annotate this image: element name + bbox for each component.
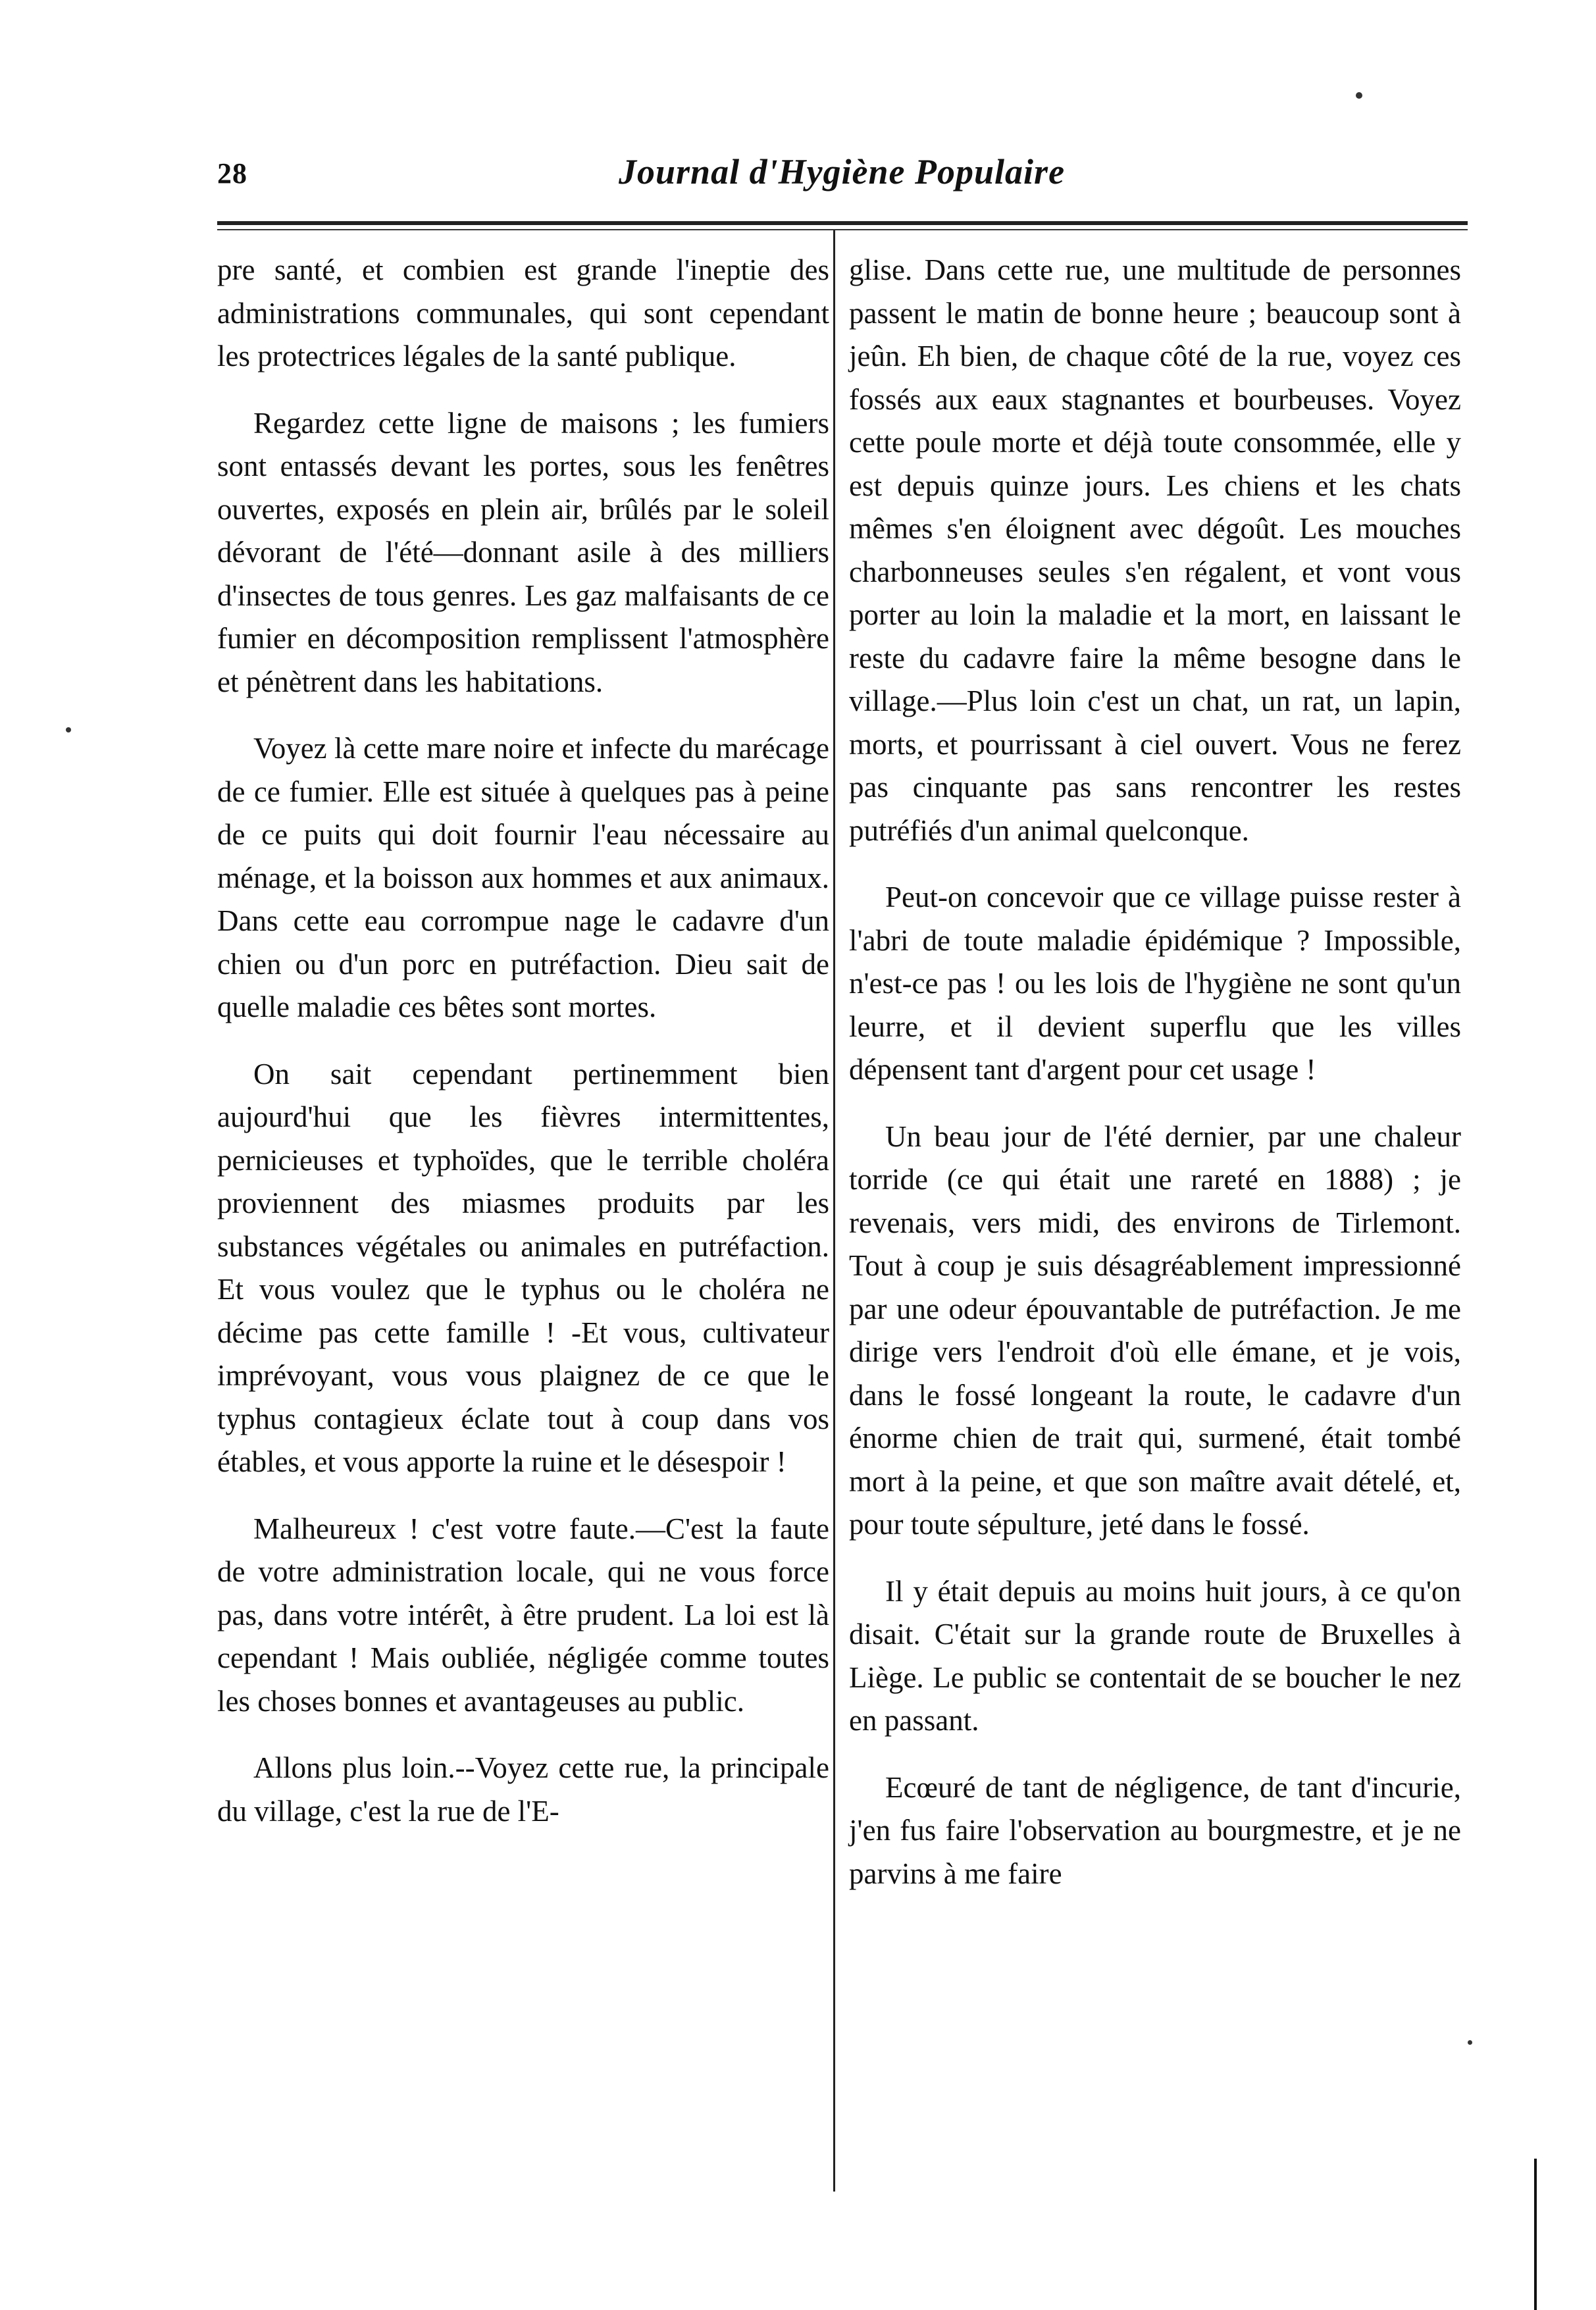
right-column — [849, 249, 1461, 1919]
scan-speck — [66, 727, 71, 732]
journal-title: Journal d'Hygiène Populaire — [619, 152, 1066, 192]
left-paragraph-3: Voyez là cette mare noire et infecte du marécage de ce fumier. Elle est située à quelques pas à peine de ce puits qui doit fournir l'eau nécessaire au ménage, et la boisson aux hommes et aux animaux. Dans cette eau corrompue nage le cadavre d'un chien ou d'un porc en putréfaction. Dieu sait de quelle maladie ces bêtes sont mortes. — [217, 732, 829, 1023]
page-header — [217, 145, 1468, 204]
right-paragraph-2: Peut-on concevoir que ce village puisse rester à l'abri de toute maladie épidémique ? Impossible, n'est-ce pas ! ou les lois de l'hygiène ne sont qu'un leurre, et il devient superflu que les villes dépensent tant d'argent pour cet usage ! — [849, 881, 1461, 1086]
page-number: 28 — [217, 157, 247, 190]
scan-edge-mark — [1534, 2159, 1537, 2310]
left-paragraph-2: Regardez cette ligne de maisons ; les fumiers sont entassés devant les portes, sous les fenêtres ouvertes, exposés en plein air, brûlés par le soleil dévorant de l'été—donnant asile à des milliers d'insectes de tous genres. Les gaz malfaisants de ce fumier en décomposition remplissent l'atmosphère et pénètrent dans les habitations. — [217, 406, 829, 698]
header-rule-thin — [217, 229, 1468, 230]
scan-speck — [1356, 92, 1362, 99]
scan-speck — [1468, 2040, 1472, 2045]
header-rule — [217, 221, 1468, 225]
column-divider — [833, 230, 835, 2192]
left-paragraph-6: Allons plus loin.--Voyez cette rue, la principale du village, c'est la rue de l'E- — [217, 1751, 829, 1828]
left-paragraph-4: On sait cependant pertinemment bien aujourd'hui que les fièvres intermittentes, pernicieuses et typhoïdes, que le terrible choléra proviennent des miasmes produits par les substances végétales ou animales en putréfaction. Et vous voulez que le typhus ou le choléra ne décime pas cette famille ! -Et vous, cultivateur imprévoyant, vous vous plaignez de ce que le typhus contagieux éclate tout à coup dans vos étables, et vous apporte la ruine et le désespoir ! — [217, 1057, 829, 1478]
left-column — [217, 249, 829, 1857]
left-paragraph-1: pre santé, et combien est grande l'ineptie des administrations communales, qui sont cependant les protectrices légales de la santé publique. — [217, 253, 829, 372]
left-paragraph-5: Malheureux ! c'est votre faute.—C'est la faute de votre administration locale, qui ne vous force pas, dans votre intérêt, à être prudent. La loi est là cependant ! Mais oubliée, négligée comme toutes les choses bonnes et avantageuses au public. — [217, 1512, 829, 1718]
right-paragraph-4: Il y était depuis au moins huit jours, à ce qu'on disait. C'était sur la grande route de Bruxelles à Liège. Le public se contentait de se boucher le nez en passant. — [849, 1574, 1461, 1737]
right-paragraph-3: Un beau jour de l'été dernier, par une chaleur torride (ce qui était une rareté en 1888) ; je revenais, vers midi, des environs de Tirlemont. Tout à coup je suis désagréablement impressionné par une odeur épouvantable de putréfaction. Je me dirige vers l'endroit d'où elle émane, et je vois, dans le fossé longeant la route, le cadavre d'un énorme chien de trait qui, surmené, était tombé mort à la peine, et que son maître avait dételé, et, pour toute sépulture, jeté dans le fossé. — [849, 1119, 1461, 1541]
right-paragraph-1: glise. Dans cette rue, une multitude de personnes passent le matin de bonne heure ; beaucoup sont à jeûn. Eh bien, de chaque côté de la rue, voyez ces fossés aux eaux stagnantes et bourbeuses. Voyez cette poule morte et déjà toute consommée, elle y est depuis quinze jours. Les chiens et les chats mêmes s'en éloignent avec dégoût. Les mouches charbonneuses seules s'en régalent, et vont vous porter au loin la maladie et la mort, en laissant le reste du cadavre faire la même besogne dans le village.—Plus loin c'est un chat, un rat, un lapin, morts, et pourrissant à ciel ouvert. Vous ne ferez pas cinquante pas sans rencontrer les restes putréfiés d'un animal quelconque. — [849, 253, 1461, 847]
right-paragraph-5: Ecœuré de tant de négligence, de tant d'incurie, j'en fus faire l'observation au bourgmestre, et je ne parvins à me faire — [849, 1770, 1461, 1890]
